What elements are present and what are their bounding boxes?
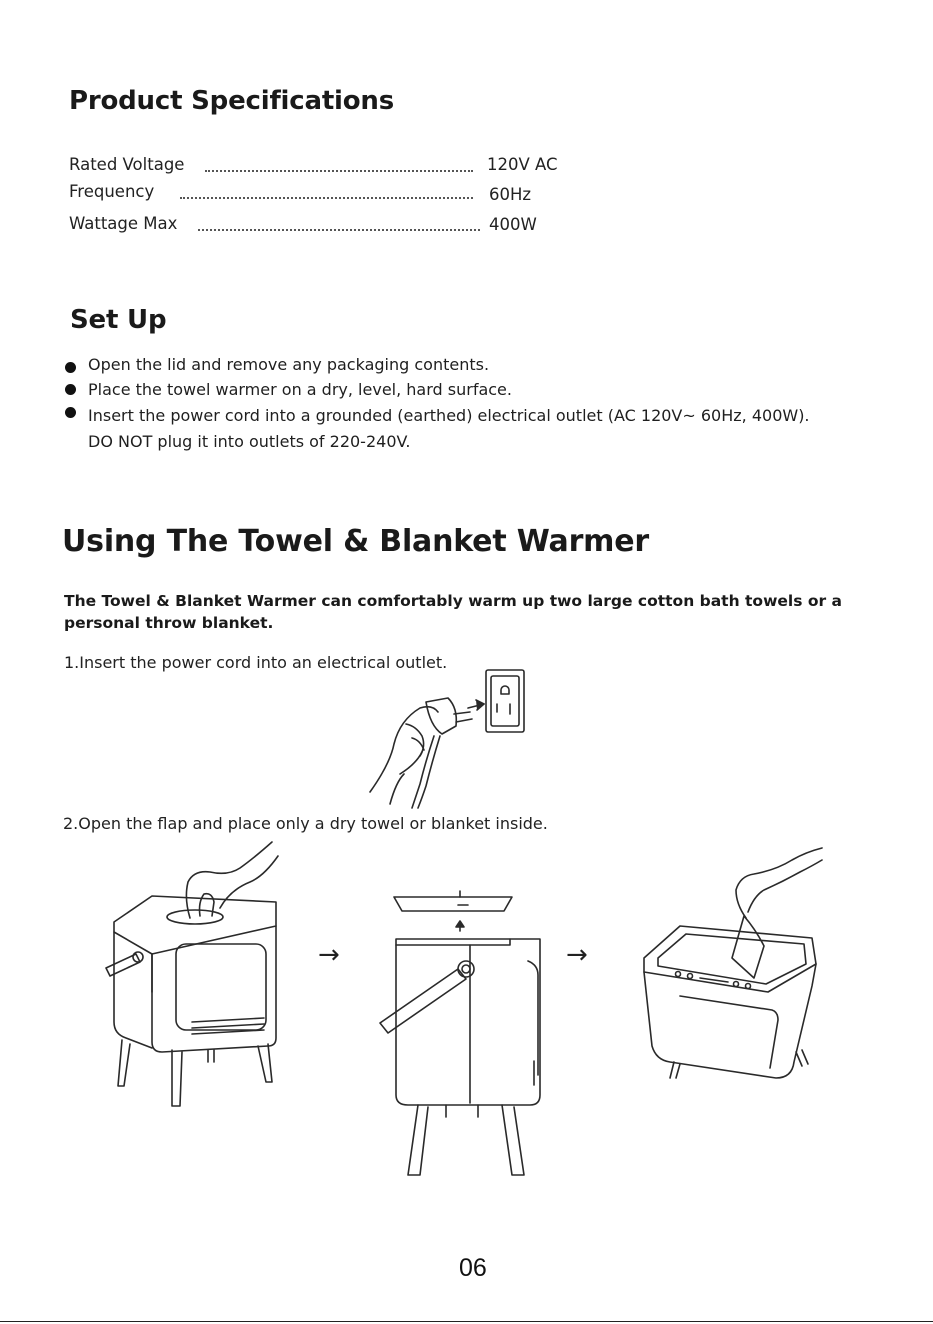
setup-title: Set Up: [70, 305, 167, 335]
warmer-towel-inside-illustration: [636, 846, 826, 1081]
spec-label-wattage: Wattage Max: [69, 214, 178, 233]
warmer-lid-open-illustration: [378, 885, 548, 1185]
bullet-dot: [65, 384, 76, 395]
setup-bullet-1: Open the lid and remove any packaging contents.: [88, 355, 490, 374]
usage-intro: The Towel & Blanket Warmer can comfortably warm up two large cotton bath towels or a personal throw blanket.: [64, 592, 842, 632]
spec-leader-dots: [180, 197, 473, 199]
bullet-dot: [65, 362, 76, 373]
setup-bullet-3: Insert the power cord into a grounded (earthed) electrical outlet (AC 120V~ 60Hz, 400W).: [88, 406, 810, 425]
spec-leader-dots: [198, 229, 480, 231]
bullet-dot: [65, 407, 76, 418]
arrow-right: →: [318, 940, 340, 970]
spec-label-frequency: Frequency: [69, 182, 155, 201]
arrow-right: →: [566, 940, 588, 970]
warmer-closed-illustration: [100, 842, 280, 1112]
spec-label-voltage: Rated Voltage: [69, 155, 185, 174]
step-1-text: 1.Insert the power cord into an electrical outlet.: [64, 653, 448, 672]
usage-title: Using The Towel & Blanket Warmer: [62, 524, 649, 559]
specs-title: Product Specifications: [69, 86, 395, 116]
setup-warning: DO NOT plug it into outlets of 220-240V.: [88, 432, 411, 451]
plug-into-outlet-illustration: [360, 664, 530, 808]
spec-value-voltage: 120V AC: [487, 155, 558, 174]
spec-value-frequency: 60Hz: [489, 185, 532, 204]
setup-bullet-2: Place the towel warmer on a dry, level, hard surface.: [88, 380, 512, 399]
spec-value-wattage: 400W: [489, 215, 537, 234]
page-number: 06: [459, 1254, 487, 1282]
spec-leader-dots: [205, 170, 473, 172]
step-2-text: 2.Open the flap and place only a dry towel or blanket inside.: [63, 814, 548, 833]
footer-rule: [0, 1321, 933, 1322]
